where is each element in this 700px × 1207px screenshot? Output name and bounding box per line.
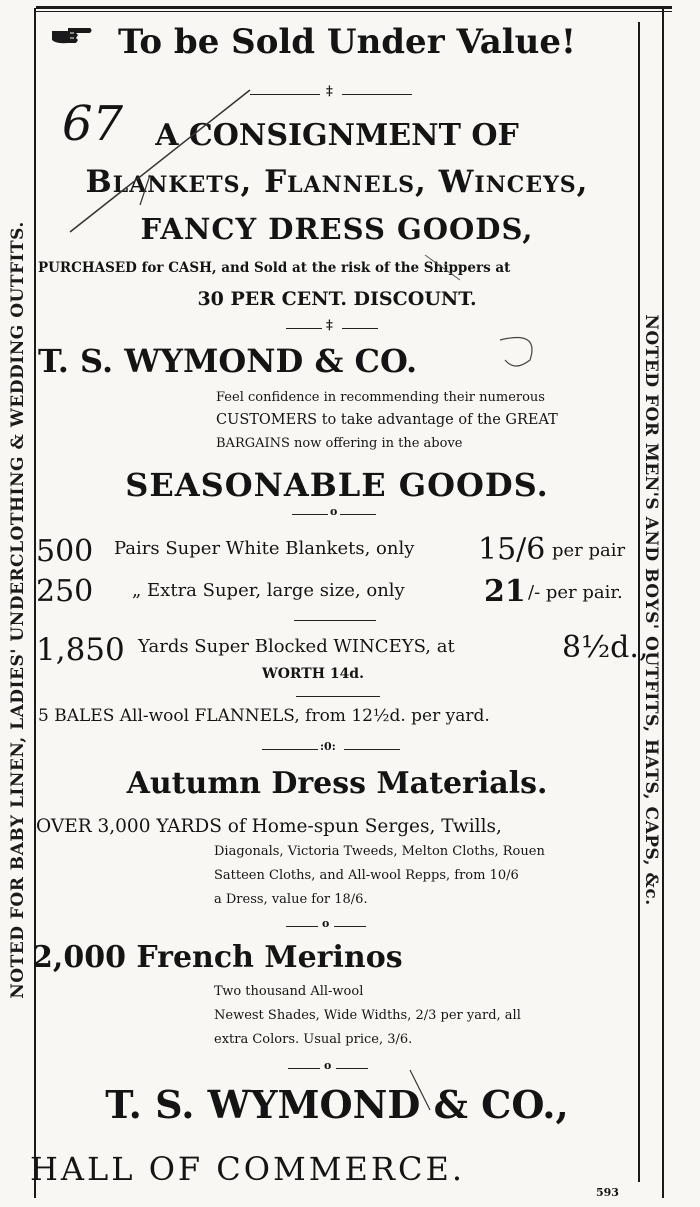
offer-qty-2: 250 [36, 574, 94, 609]
discount-line: 30 PER CENT. DISCOUNT. [197, 288, 477, 310]
merinos-line-1: Two thousand All-wool [214, 984, 364, 999]
firm-name: T. S. WYMOND & CO. [38, 342, 418, 380]
offer-price-2: 21 [484, 574, 526, 609]
flannels-line: 5 BALES All-wool FLANNELS, from 12½d. per yard. [38, 706, 490, 726]
winceys-price: 8½d., [562, 630, 649, 665]
offer-price-1: 15/6 [478, 532, 546, 567]
winceys-worth: WORTH 14d. [262, 666, 364, 682]
winceys-text: Yards Super Blocked WINCEYS, at [138, 636, 455, 657]
offer-unit-2: /- per pair. [528, 582, 623, 603]
purchased-line: PURCHASED for CASH, and Sold at the risk of the Shippers at [38, 260, 511, 276]
offer-unit-1: per pair [552, 540, 626, 561]
confidence-line-2: CUSTOMERS to take advantage of the GREAT [216, 412, 558, 428]
over-line: OVER 3,000 YARDS of Home-spun Serges, Twills, [36, 816, 502, 837]
ornament-mark: ‡ [326, 84, 333, 99]
merinos-heading: 2,000 French Merinos [32, 940, 403, 975]
autumn-line-2: Satteen Cloths, and All-wool Repps, from 10/6 [214, 868, 519, 883]
ornament-mark-3: o [330, 505, 338, 518]
merinos-line-3: extra Colors. Usual price, 3/6. [214, 1032, 413, 1047]
confidence-line-1: Feel confidence in recommending their numerous [216, 390, 545, 405]
ornament-mark-4: :0: [320, 740, 336, 753]
ornament-mark-6: o [324, 1059, 332, 1072]
winceys-qty: 1,850 [36, 632, 125, 668]
left-side-banner: NOTED FOR BABY LINEN, LADIES' UNDERCLOTHING & WEDDING OUTFITS. [8, 221, 28, 999]
page-number: 593 [596, 1186, 619, 1199]
goods-line-2: FANCY DRESS GOODS, [140, 212, 534, 246]
autumn-line-1: Diagonals, Victoria Tweeds, Melton Cloths, Rouen [214, 844, 545, 859]
footer-firm: T. S. WYMOND & CO., [105, 1082, 569, 1127]
handwritten-annotation: 67 [62, 96, 124, 152]
offer-text-2: „ Extra Super, large size, only [132, 580, 405, 601]
headline: To be Sold Under Value! [118, 22, 576, 62]
seasonable-heading: SEASONABLE GOODS. [125, 466, 549, 504]
offer-text-1: Pairs Super White Blankets, only [114, 538, 415, 559]
autumn-line-3: a Dress, value for 18/6. [214, 892, 368, 907]
goods-line-1: Blankets, Flannels, Winceys, [85, 164, 589, 200]
consignment-heading: A CONSIGNMENT OF [155, 118, 519, 153]
autumn-heading: Autumn Dress Materials. [126, 766, 548, 801]
ornament-mark-5: o [322, 917, 330, 930]
ornament-mark-2: ‡ [326, 318, 333, 333]
footer-hall: HALL OF COMMERCE. [30, 1150, 466, 1188]
merinos-line-2: Newest Shades, Wide Widths, 2/3 per yard, all [214, 1008, 521, 1023]
right-side-banner: NOTED FOR MEN'S AND BOYS' OUTFITS, HATS, CAPS, &c. [641, 314, 661, 906]
offer-qty-1: 500 [36, 534, 94, 569]
confidence-line-3: BARGAINS now offering in the above [216, 436, 463, 451]
